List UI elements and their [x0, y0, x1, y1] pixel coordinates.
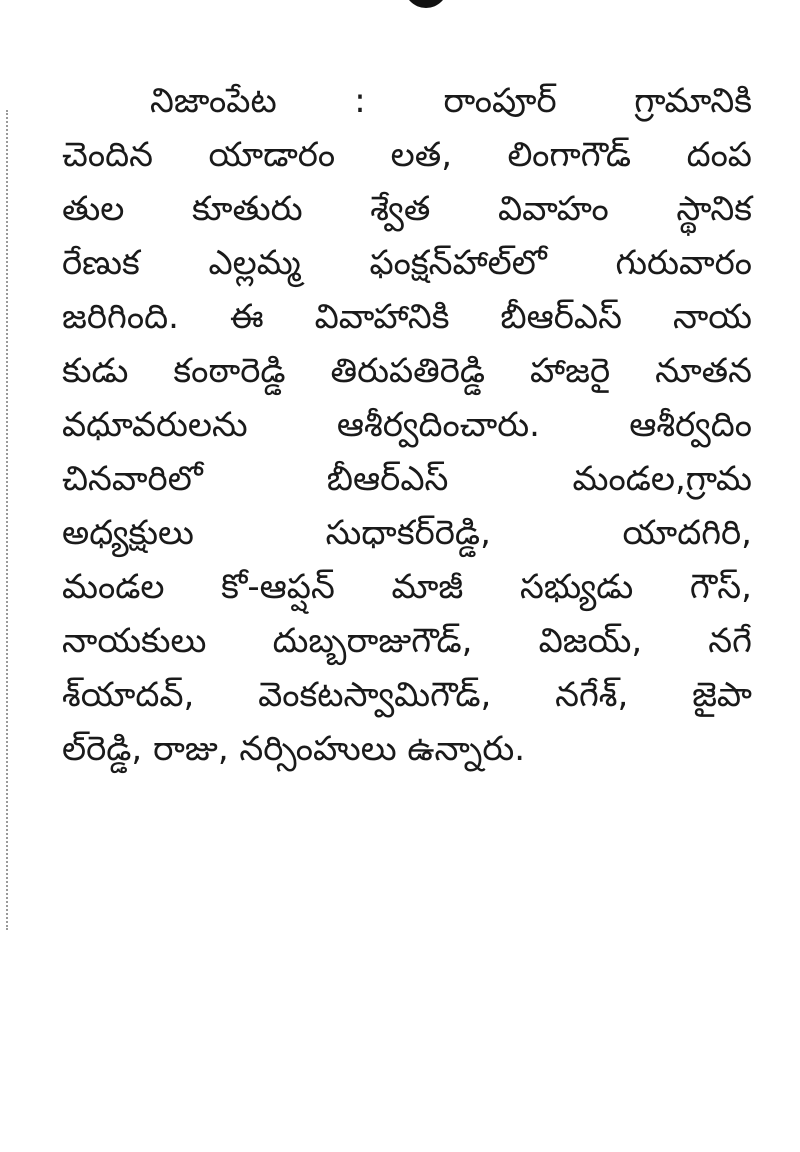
article-line: చినవారిలో బీఆర్‌ఎస్ మండల,గ్రామ	[62, 459, 752, 499]
article-line: చెందిన యాడారం లత, లింగాగౌడ్ దంప	[62, 135, 752, 175]
article-line: రేణుక ఎల్లమ్మ ఫంక్షన్‌హాల్‌లో గురువారం	[62, 243, 752, 283]
article-line: మండల కో-ఆప్షన్ మాజీ సభ్యుడు గౌస్,	[62, 567, 752, 607]
article-line: తుల కూతురు శ్వేత వివాహం స్థానిక	[62, 189, 752, 229]
article-line: ల్‌రెడ్డి, రాజు, నర్సింహులు ఉన్నారు.	[62, 729, 526, 769]
article-line: వధూవరులను ఆశీర్వదించారు. ఆశీర్వదిం	[62, 405, 752, 445]
article-line: కుడు కంఠారెడ్డి తిరుపతిరెడ్డి హాజరై నూతన	[62, 351, 752, 391]
article-line: జరిగింది. ఈ వివాహానికి బీఆర్‌ఎస్ నాయ	[62, 297, 752, 337]
article-line: శ్‌యాదవ్, వెంకటస్వామిగౌడ్, నగేశ్, జైపా	[62, 675, 752, 715]
article-line: నిజాంపేట : రాంపూర్ గ్రామానికి	[150, 81, 752, 121]
article-line: నాయకులు దుబ్బరాజుగౌడ్, విజయ్, నగే	[62, 621, 752, 661]
article-line: అధ్యక్షులు సుధాకర్‌రెడ్డి, యాదగిరి,	[62, 513, 752, 553]
column-divider	[6, 110, 8, 930]
top-decorative-mark	[404, 0, 448, 8]
news-article	[62, 74, 752, 776]
